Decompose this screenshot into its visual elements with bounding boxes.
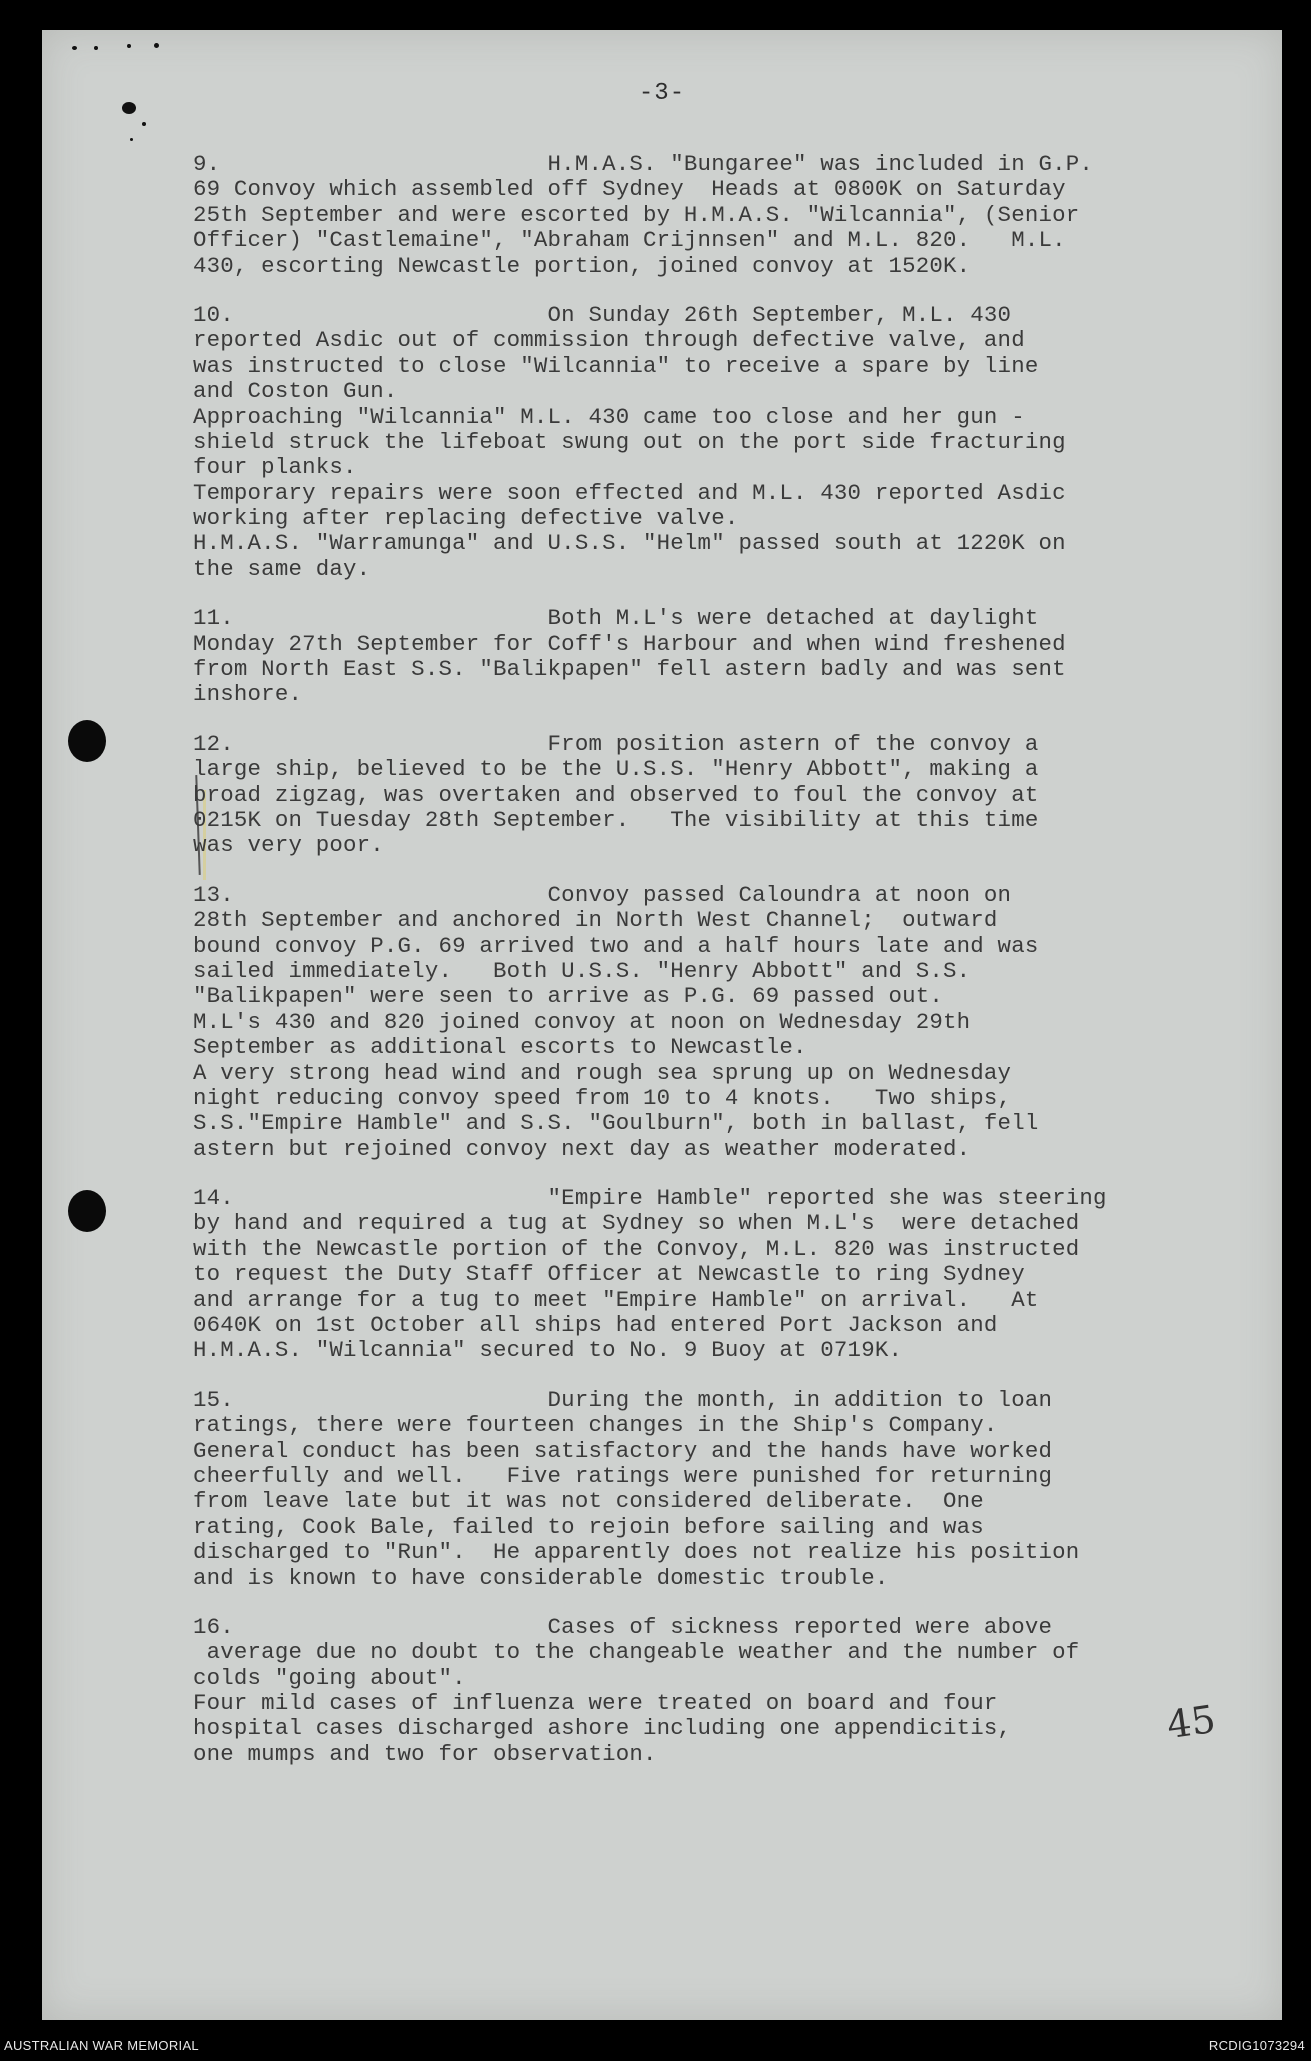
ink-speck xyxy=(127,44,131,48)
text-line: four planks. xyxy=(193,454,357,481)
text-line: large ship, believed to be the U.S.S. "Henry Abbott", making a xyxy=(193,756,1039,783)
text-line: night reducing convoy speed from 10 to 4 knots. Two ships, xyxy=(193,1084,1012,1111)
text-line: 69 Convoy which assembled off Sydney Heads at 0800K on Saturday xyxy=(193,176,1066,203)
text-line: 25th September and were escorted by H.M.A.S. "Wilcannia", (Senior xyxy=(193,201,1080,228)
text-line: September as additional escorts to Newcastle. xyxy=(193,1034,807,1061)
text-line: discharged to "Run". He apparently does not realize his position xyxy=(193,1539,1080,1566)
text-line: working after replacing defective valve. xyxy=(193,505,739,532)
text-line: ratings, there were fourteen changes in the Ship's Company. xyxy=(193,1412,998,1439)
text-line: Officer) "Castlemaine", "Abraham Crijnnsen" and M.L. 820. M.L. xyxy=(193,227,1066,254)
text-line: cheerfully and well. Five ratings were punished for returning xyxy=(193,1462,1053,1489)
text-line: 430, escorting Newcastle portion, joined convoy at 1520K. xyxy=(193,252,971,279)
ink-speck xyxy=(154,43,159,48)
text-line: one mumps and two for observation. xyxy=(193,1740,657,1767)
paragraph-10 xyxy=(193,303,1213,582)
paragraph-14 xyxy=(193,1186,1213,1364)
paragraph-11 xyxy=(193,606,1213,708)
text-line: with the Newcastle portion of the Convoy, M.L. 820 was instructed xyxy=(193,1235,1080,1262)
ink-speck xyxy=(142,122,146,126)
text-line: astern but rejoined convoy next day as weather moderated. xyxy=(193,1135,971,1162)
text-line: 11. Both M.L's were detached at daylight xyxy=(193,605,1039,632)
punch-hole-bottom xyxy=(68,1190,106,1232)
text-line: 15. During the month, in addition to loan xyxy=(193,1386,1053,1413)
text-line: reported Asdic out of commission through defective valve, and xyxy=(193,327,1025,354)
ink-speck xyxy=(72,46,77,50)
paragraph-15 xyxy=(193,1388,1213,1591)
text-line: 14. "Empire Hamble" reported she was steering xyxy=(193,1185,1107,1212)
text-line: General conduct has been satisfactory and the hands have worked xyxy=(193,1437,1053,1464)
text-line: and is known to have considerable domestic trouble. xyxy=(193,1564,889,1591)
text-line: rating, Cook Bale, failed to rejoin before sailing and was xyxy=(193,1513,984,1540)
text-line: 16. Cases of sickness reported were above xyxy=(193,1613,1053,1640)
paragraph-12 xyxy=(193,732,1213,859)
text-line: broad zigzag, was overtaken and observed to foul the convoy at xyxy=(193,781,1039,808)
text-line: 12. From position astern of the convoy a xyxy=(193,730,1039,757)
text-line: A very strong head wind and rough sea sprung up on Wednesday xyxy=(193,1059,1012,1086)
text-line: the same day. xyxy=(193,555,371,582)
handwritten-page-note: 45 xyxy=(1164,1696,1219,1748)
text-line: 10. On Sunday 26th September, M.L. 430 xyxy=(193,301,1012,328)
text-line: H.M.A.S. "Wilcannia" secured to No. 9 Buoy at 0719K. xyxy=(193,1337,903,1364)
text-line: average due no doubt to the changeable weather and the number of xyxy=(193,1639,1080,1666)
text-line: 13. Convoy passed Caloundra at noon on xyxy=(193,881,1012,908)
text-line: 28th September and anchored in North West Channel; outward xyxy=(193,907,998,934)
text-line: and arrange for a tug to meet "Empire Hamble" on arrival. At xyxy=(193,1286,1039,1313)
text-line: Temporary repairs were soon effected and M.L. 430 reported Asdic xyxy=(193,479,1066,506)
text-line: was instructed to close "Wilcannia" to receive a spare by line xyxy=(193,352,1039,379)
document-body xyxy=(193,152,1213,1791)
paragraph-9 xyxy=(193,152,1213,279)
text-line: to request the Duty Staff Officer at Newcastle to ring Sydney xyxy=(193,1261,1025,1288)
text-line: was very poor. xyxy=(193,832,384,859)
text-line: 9. H.M.A.S. "Bungaree" was included in G.P. xyxy=(193,151,1094,177)
text-line: 0215K on Tuesday 28th September. The visibility at this time xyxy=(193,806,1039,833)
page-number: -3- xyxy=(638,80,686,107)
footer-record-id: RCDIG1073294 xyxy=(1208,2038,1305,2053)
text-line: Approaching "Wilcannia" M.L. 430 came too close and her gun - xyxy=(193,403,1025,430)
text-line: bound convoy P.G. 69 arrived two and a half hours late and was xyxy=(193,932,1039,959)
text-line: sailed immediately. Both U.S.S. "Henry Abbott" and S.S. xyxy=(193,957,971,984)
paragraph-16 xyxy=(193,1615,1213,1767)
text-line: hospital cases discharged ashore including one appendicitis, xyxy=(193,1715,1012,1742)
text-line: M.L's 430 and 820 joined convoy at noon on Wednesday 29th xyxy=(193,1008,971,1035)
footer-source: AUSTRALIAN WAR MEMORIAL xyxy=(4,2038,199,2053)
text-line: shield struck the lifeboat swung out on the port side fracturing xyxy=(193,428,1066,455)
text-line: from North East S.S. "Balikpapen" fell astern badly and was sent xyxy=(193,656,1066,683)
text-line: H.M.A.S. "Warramunga" and U.S.S. "Helm" passed south at 1220K on xyxy=(193,530,1066,557)
text-line: 0640K on 1st October all ships had entered Port Jackson and xyxy=(193,1312,998,1339)
text-line: by hand and required a tug at Sydney so when M.L's were detached xyxy=(193,1210,1080,1237)
punch-hole-top xyxy=(68,720,106,762)
text-line: colds "going about". xyxy=(193,1664,466,1691)
text-line: S.S."Empire Hamble" and S.S. "Goulburn", both in ballast, fell xyxy=(193,1110,1039,1137)
text-line: Monday 27th September for Coff's Harbour and when wind freshened xyxy=(193,630,1066,657)
text-line: from leave late but it was not considered deliberate. One xyxy=(193,1488,984,1515)
text-line: and Coston Gun. xyxy=(193,378,398,405)
ink-speck xyxy=(94,46,98,50)
text-line: Four mild cases of influenza were treated on board and four xyxy=(193,1690,998,1717)
text-line: "Balikpapen" were seen to arrive as P.G. 69 passed out. xyxy=(193,983,944,1010)
text-line: inshore. xyxy=(193,681,303,708)
paragraph-13 xyxy=(193,883,1213,1162)
ink-speck xyxy=(130,138,133,141)
